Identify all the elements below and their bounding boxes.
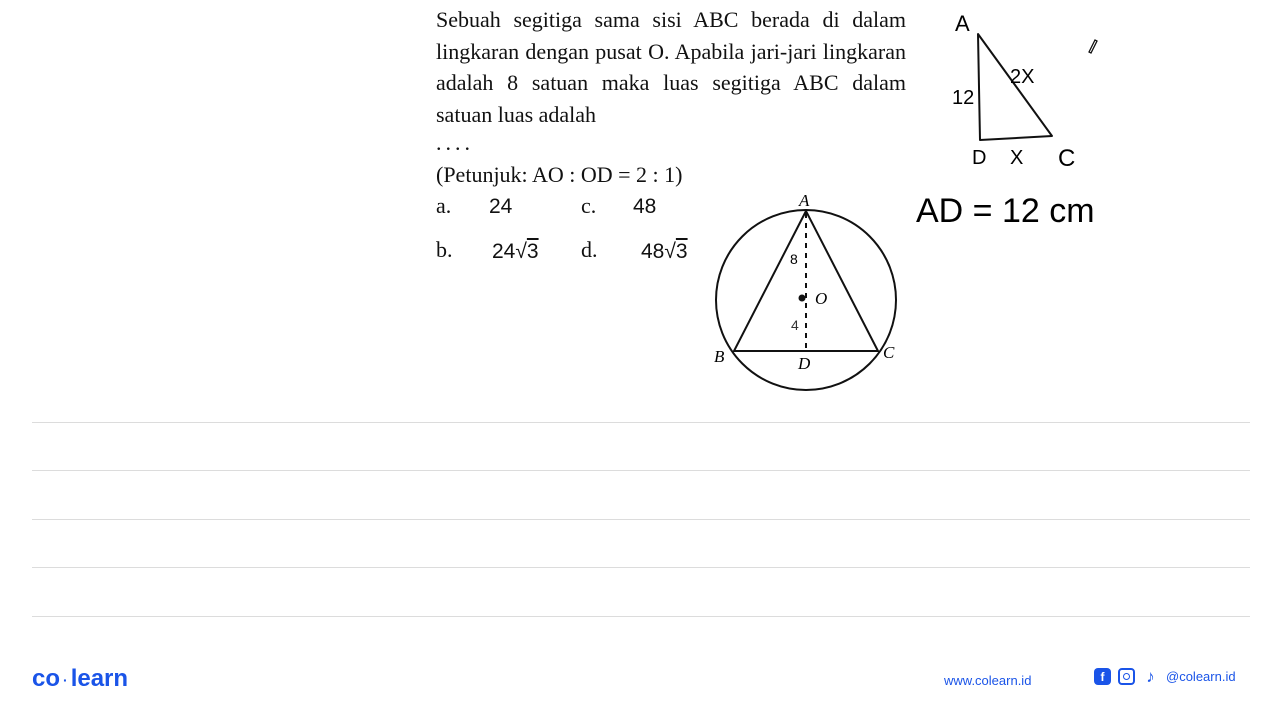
pencil-icon <box>1089 40 1097 53</box>
option-d-radicand: 3 <box>675 240 688 263</box>
option-b-letter: b. <box>436 237 453 262</box>
option-d-letter: d. <box>581 237 598 262</box>
label-a: A <box>799 191 810 210</box>
option-b-coef: 24 <box>492 240 516 263</box>
ruled-line <box>32 616 1250 617</box>
option-c-letter: c. <box>581 193 597 218</box>
label-b: B <box>714 347 725 366</box>
option-b-value: 24√3 <box>492 240 539 263</box>
tiktok-icon[interactable]: ♪ <box>1146 666 1155 686</box>
label-o: O <box>815 289 828 308</box>
brand-logo <box>32 665 128 693</box>
ruled-line <box>32 422 1250 423</box>
brand-right: learn <box>70 665 129 692</box>
sketch-label-c: C <box>1058 145 1076 172</box>
sketch-side-ac: 2X <box>1010 66 1035 88</box>
social-handle: @colearn.id <box>1166 669 1236 684</box>
brand-left: co <box>32 665 61 692</box>
result-text: AD = 12 cm <box>916 192 1095 230</box>
label-c: C <box>883 343 895 362</box>
ao-length: 8 <box>790 251 798 267</box>
ruled-line <box>32 519 1250 520</box>
label-d: D <box>798 354 811 373</box>
option-a-value: 24 <box>489 195 513 218</box>
option-d-value: 48√3 <box>641 240 688 263</box>
facebook-icon[interactable]: f <box>1094 668 1111 685</box>
ellipsis: .... <box>436 130 474 155</box>
brand-dot-icon: · <box>63 671 68 688</box>
social-links <box>1094 668 1236 685</box>
sketch-side-dc: X <box>1010 147 1024 169</box>
triangle-abc <box>734 211 878 351</box>
option-c-value: 48 <box>633 195 657 218</box>
center-point <box>799 295 806 302</box>
ruled-line <box>32 470 1250 471</box>
option-d-coef: 48 <box>641 240 665 263</box>
website-link[interactable]: www.colearn.id <box>944 673 1032 688</box>
sketch-label-a: A <box>955 11 970 36</box>
od-length: 4 <box>791 317 799 333</box>
sketch-label-d: D <box>972 147 987 169</box>
instagram-icon[interactable] <box>1118 668 1135 685</box>
option-b-radicand: 3 <box>526 240 539 263</box>
sketch-side-ad: 12 <box>952 87 975 109</box>
question-paragraph: Sebuah segitiga sama sisi ABC berada di dalam lingkaran dengan pusat O. Apabila jari-jari lingkaran adalah 8 satuan maka luas segitiga ABC dalam satuan luas adalah <box>436 7 906 127</box>
ruled-line <box>32 567 1250 568</box>
option-a-letter: a. <box>436 193 452 218</box>
hint-text: (Petunjuk: AO : OD = 2 : 1) <box>436 162 683 187</box>
